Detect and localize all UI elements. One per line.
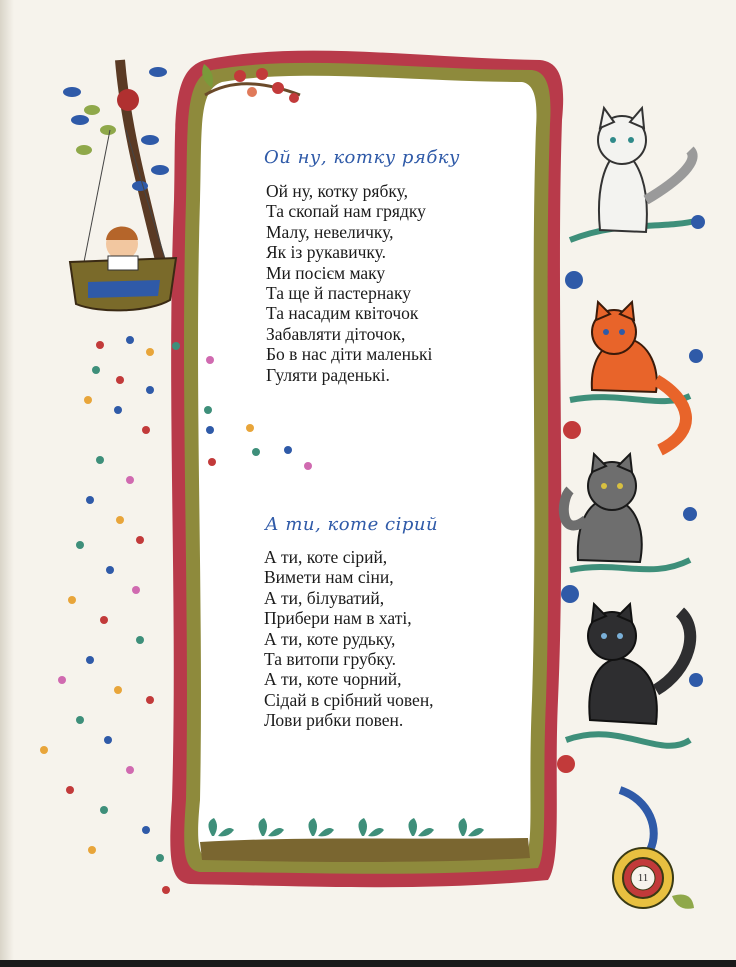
poem-line: Та ще й пастернаку xyxy=(266,283,411,304)
poem-title-2: А ти, коте сірий xyxy=(265,514,439,535)
poem-line: Забавляти діточок, xyxy=(266,323,406,344)
poem-line: Та скопай нам грядку xyxy=(266,201,426,222)
black-cat xyxy=(588,604,690,724)
poem-line: Малу, невеличку, xyxy=(266,221,394,242)
poem-line: Сідай в срібний човен, xyxy=(264,689,434,710)
orange-cat xyxy=(592,302,686,450)
white-cat xyxy=(598,108,693,232)
ornamental-frame xyxy=(170,51,563,888)
page-number: 11 xyxy=(637,872,649,884)
poem-line: Вимети нам сіни, xyxy=(264,567,394,588)
poem-line: Лови рибки повен. xyxy=(264,710,404,731)
poem-line: Як із рукавичку. xyxy=(266,242,387,263)
poem-line: А ти, білуватий, xyxy=(264,587,385,608)
poem-line: Ой ну, котку рябку, xyxy=(266,181,408,201)
gray-cat xyxy=(564,454,642,562)
poem-line: Та витопи грубку. xyxy=(264,649,397,670)
poem-line: Бо в нас діти маленькі xyxy=(266,344,433,365)
poem-line: Та насадим квіточок xyxy=(266,303,419,324)
poem-line: А ти, коте чорний, xyxy=(264,669,402,690)
poem-line: Ми посієм маку xyxy=(266,262,386,283)
page-number-flower xyxy=(613,790,694,909)
poem-line: А ти, коте сірий, xyxy=(264,547,388,567)
poem-line: Прибери нам в хаті, xyxy=(264,608,412,629)
tree-with-swing xyxy=(63,60,176,310)
poem-line: А ти, коте рудьку, xyxy=(264,628,396,649)
poem-line: Гуляти раденькі. xyxy=(266,364,390,385)
scan-edge xyxy=(0,960,736,967)
poem-title-1: Ой ну, котку рябку xyxy=(264,147,460,168)
